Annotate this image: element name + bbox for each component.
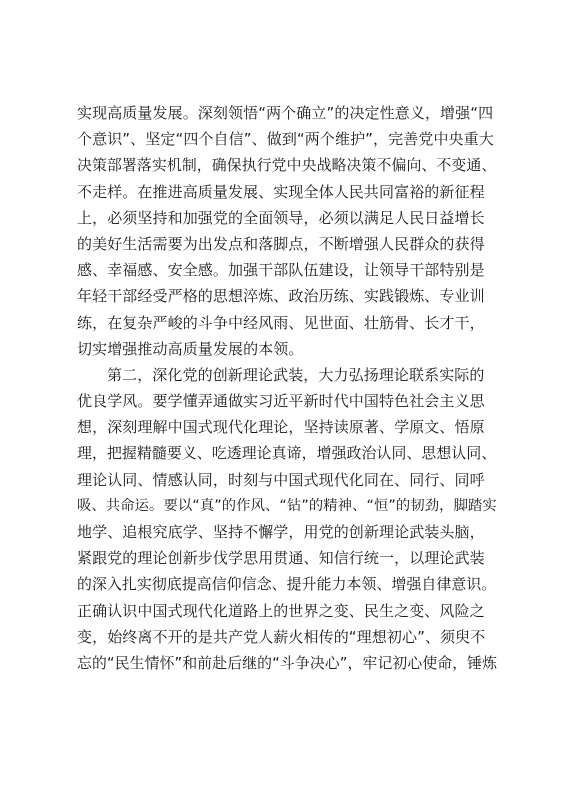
- text-line: 个意识”、坚定“四个自信”、做到“两个维护”，完善党中央重大: [77, 130, 494, 149]
- text-line: 忘的“民生情怀”和前赴后继的“斗争决心”，牢记初心使命，锤炼: [77, 653, 498, 672]
- text-line: 实现高质量发展。深刻领悟“两个确立”的决定性意义，增强“四: [77, 104, 494, 122]
- text-line: 的深入扎实彻底提高信仰信念、提升能力本领、增强自律意识。: [77, 575, 497, 594]
- text-line: 年轻干部经受严格的思想淬炼、政治历练、实践锻炼、专业训: [77, 287, 485, 306]
- text-line: 不走样。在推进高质量发展、实现全体人民共同富裕的新征程: [77, 182, 485, 201]
- text-line: 练，在复杂严峻的斗争中经风雨、见世面、壮筋骨、长才干，: [77, 313, 485, 332]
- text-line: 理论认同、情感认同，时刻与中国式现代化同在、同行、同呼: [77, 470, 485, 489]
- text-line: 紧跟党的理论创新步伐学思用贯通、知信行统一，以理论武装: [77, 549, 485, 568]
- text-line: 感、幸福感、安全感。加强干部队伍建设，让领导干部特别是: [77, 261, 485, 280]
- text-line: 地学、追根究底学、坚持不懈学，用党的创新理论武装头脑，: [77, 523, 485, 541]
- text-line: 吸、共命运。要以“真”的作风、“钻”的精神、“恒”的韧劲，脚踏实: [77, 497, 497, 514]
- text-line: 想，深刻理解中国式现代化理论，坚持读原著、学原文、悟原: [77, 418, 485, 437]
- text-line: 的美好生活需要为出发点和落脚点，不断增强人民群众的获得: [77, 234, 485, 253]
- body-text: [77, 100, 497, 676]
- text-line: 变，始终离不开的是共产党人薪火相传的“理想初心”、须臾不: [77, 627, 486, 646]
- text-line: 第二，深化党的创新理论武装，大力弘扬理论联系实际的: [107, 365, 485, 384]
- text-line: 理，把握精髓要义、吃透理论真谛，增强政治认同、思想认同、: [77, 444, 497, 463]
- text-line: 正确认识中国式现代化道路上的世界之变、民生之变、风险之: [77, 601, 485, 620]
- text-line: 上，必须坚持和加强党的全面领导，必须以满足人民日益增长: [77, 208, 485, 227]
- text-line: 优良学风。要学懂弄通做实习近平新时代中国特色社会主义思: [77, 392, 485, 411]
- text-line: 切实增强推动高质量发展的本领。: [77, 339, 304, 358]
- text-line: 决策部署落实机制，确保执行党中央战略决策不偏向、不变通、: [77, 156, 497, 175]
